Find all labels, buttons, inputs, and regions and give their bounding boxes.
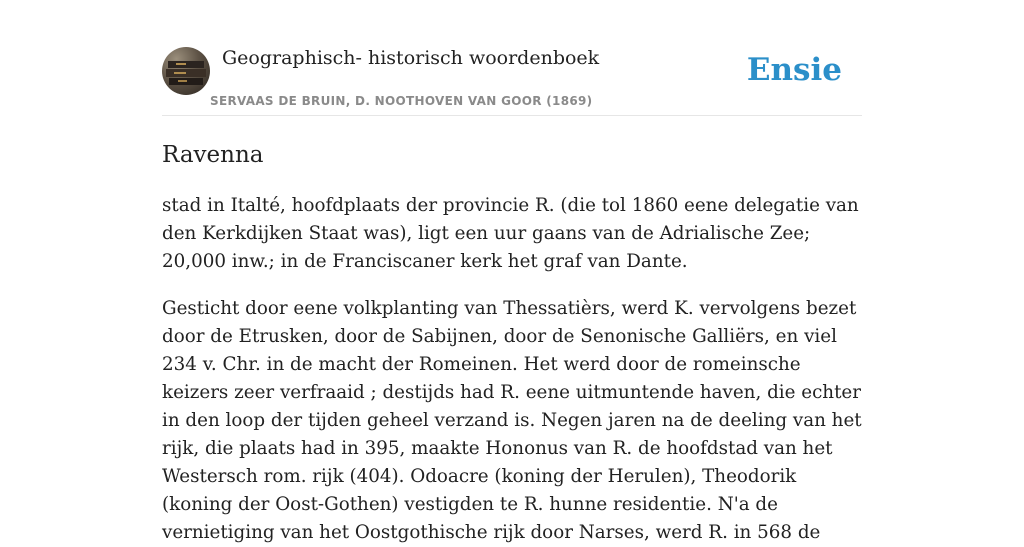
book-authors: SERVAAS DE BRUIN, D. NOOTHOVEN VAN GOOR (1869) [210,94,593,108]
book-cover-icon[interactable] [162,47,210,95]
brand-logo[interactable]: Ensie [746,52,842,88]
book-title[interactable]: Geographisch- historisch woordenboek [222,47,600,69]
content-container [162,0,862,543]
entry-paragraph: Gesticht door eene volkplanting van Thessatièrs, werd K. vervolgens bezet door de Etrusken, door de Sabijnen, door de Senonische Galliërs, en viel 234 v. Chr. in de macht der Romeinen. Het werd door de romeinsche keizers zeer verfraaid ; destijds had R. eene uitmuntende haven, die echter in den loop der tijden geheel verzand is. Negen jaren na de deeling van het rijk, die plaats had in 395, maakte Hononus van R. de hoofdstad van het Westersch rom. rijk (404). Odoacre (koning der Herulen), Theodorik (koning der Oost-Gothen) vestigden te R. hunne residentie. N'a de vernietiging van het Oostgothische rijk door Narses, werd R. in 568 de [162,298,862,543]
book-header [162,0,862,116]
entry-paragraph: stad in Italté, hoofdplaats der provincie R. (die tol 1860 eene delegatie van den Kerkdijken Staat was), ligt een uur gaans van de Adrialische Zee; 20,000 inw.; in de Franciscaner kerk het graf van Dante. [162,195,859,272]
entry-title: Ravenna [162,142,264,168]
